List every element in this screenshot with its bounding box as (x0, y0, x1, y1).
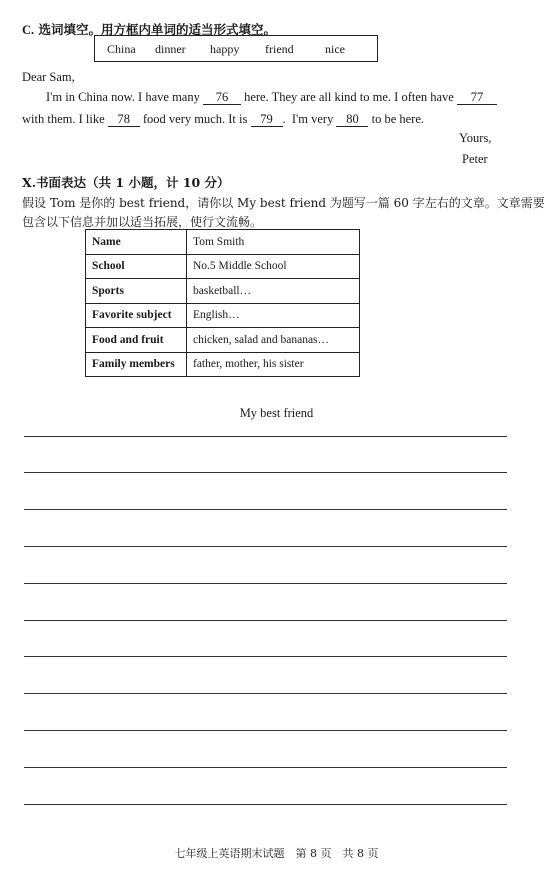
writing-line[interactable] (24, 730, 507, 731)
letter-closing: Yours, (459, 131, 492, 145)
letter-text: with them. I like (22, 112, 105, 126)
table-value: chicken, salad and bananas… (187, 328, 360, 353)
word-bank-item: happy (210, 42, 240, 56)
writing-line[interactable] (24, 436, 507, 437)
letter-text: here. They are all kind to me. I often have (244, 90, 454, 104)
word-bank-item: nice (325, 42, 345, 56)
blank-80[interactable]: 80 (336, 112, 368, 127)
letter-text: I'm in China now. I have many (46, 90, 200, 104)
letter-text: . (282, 112, 286, 126)
table-key: School (86, 254, 187, 279)
table-row (86, 279, 360, 304)
word-bank-item: dinner (155, 42, 186, 56)
writing-line[interactable] (24, 804, 507, 805)
writing-line[interactable] (24, 693, 507, 694)
blank-76[interactable]: 76 (203, 90, 241, 105)
blank-78[interactable]: 78 (108, 112, 140, 127)
letter-text: to be here. (371, 112, 425, 126)
writing-line[interactable] (24, 620, 507, 621)
letter-line-2 (22, 111, 424, 127)
section-x-instruction-1: 假设 Tom 是你的 best friend，请你以 My best friend 为题写一篇 60 字左右的文章。文章需要 (22, 196, 545, 210)
writing-line[interactable] (24, 583, 507, 584)
page-footer: 七年级上英语期末试题 第 8 页 共 8 页 (174, 847, 379, 860)
essay-title: My best friend (239, 406, 314, 420)
writing-line[interactable] (24, 656, 507, 657)
word-bank-box (94, 35, 378, 62)
table-key: Sports (86, 279, 187, 304)
table-row (86, 254, 360, 279)
info-table (85, 229, 360, 377)
table-row (86, 328, 360, 353)
table-key: Favorite subject (86, 303, 187, 328)
blank-77[interactable]: 77 (457, 90, 497, 105)
table-key: Name (86, 230, 187, 255)
letter-greeting: Dear Sam, (22, 70, 75, 84)
table-value: father, mother, his sister (187, 352, 360, 377)
table-key: Family members (86, 352, 187, 377)
table-value: No.5 Middle School (187, 254, 360, 279)
word-bank-item: friend (265, 42, 294, 56)
table-row (86, 303, 360, 328)
writing-line[interactable] (24, 767, 507, 768)
table-value: Tom Smith (187, 230, 360, 255)
letter-line-1 (46, 89, 497, 105)
writing-line[interactable] (24, 509, 507, 510)
writing-line[interactable] (24, 472, 507, 473)
letter-signature: Peter (462, 152, 488, 166)
blank-79[interactable]: 79 (251, 112, 283, 127)
section-c-instruction: 选词填空。用方框内单词的适当形式填空。 (38, 22, 277, 37)
table-key: Food and fruit (86, 328, 187, 353)
letter-text: I'm very (291, 112, 334, 126)
section-x-instruction-2: 包含以下信息并加以适当拓展，使行文流畅。 (22, 215, 263, 229)
word-bank-item: China (107, 42, 136, 56)
writing-line[interactable] (24, 546, 507, 547)
table-value: English… (187, 303, 360, 328)
table-row (86, 230, 360, 255)
table-row (86, 352, 360, 377)
section-c-label: C. (22, 23, 35, 37)
letter-text: food very much. It is (142, 112, 248, 126)
section-x-heading: X.书面表达（共 1 小题，计 10 分） (22, 175, 230, 190)
table-value: basketball… (187, 279, 360, 304)
